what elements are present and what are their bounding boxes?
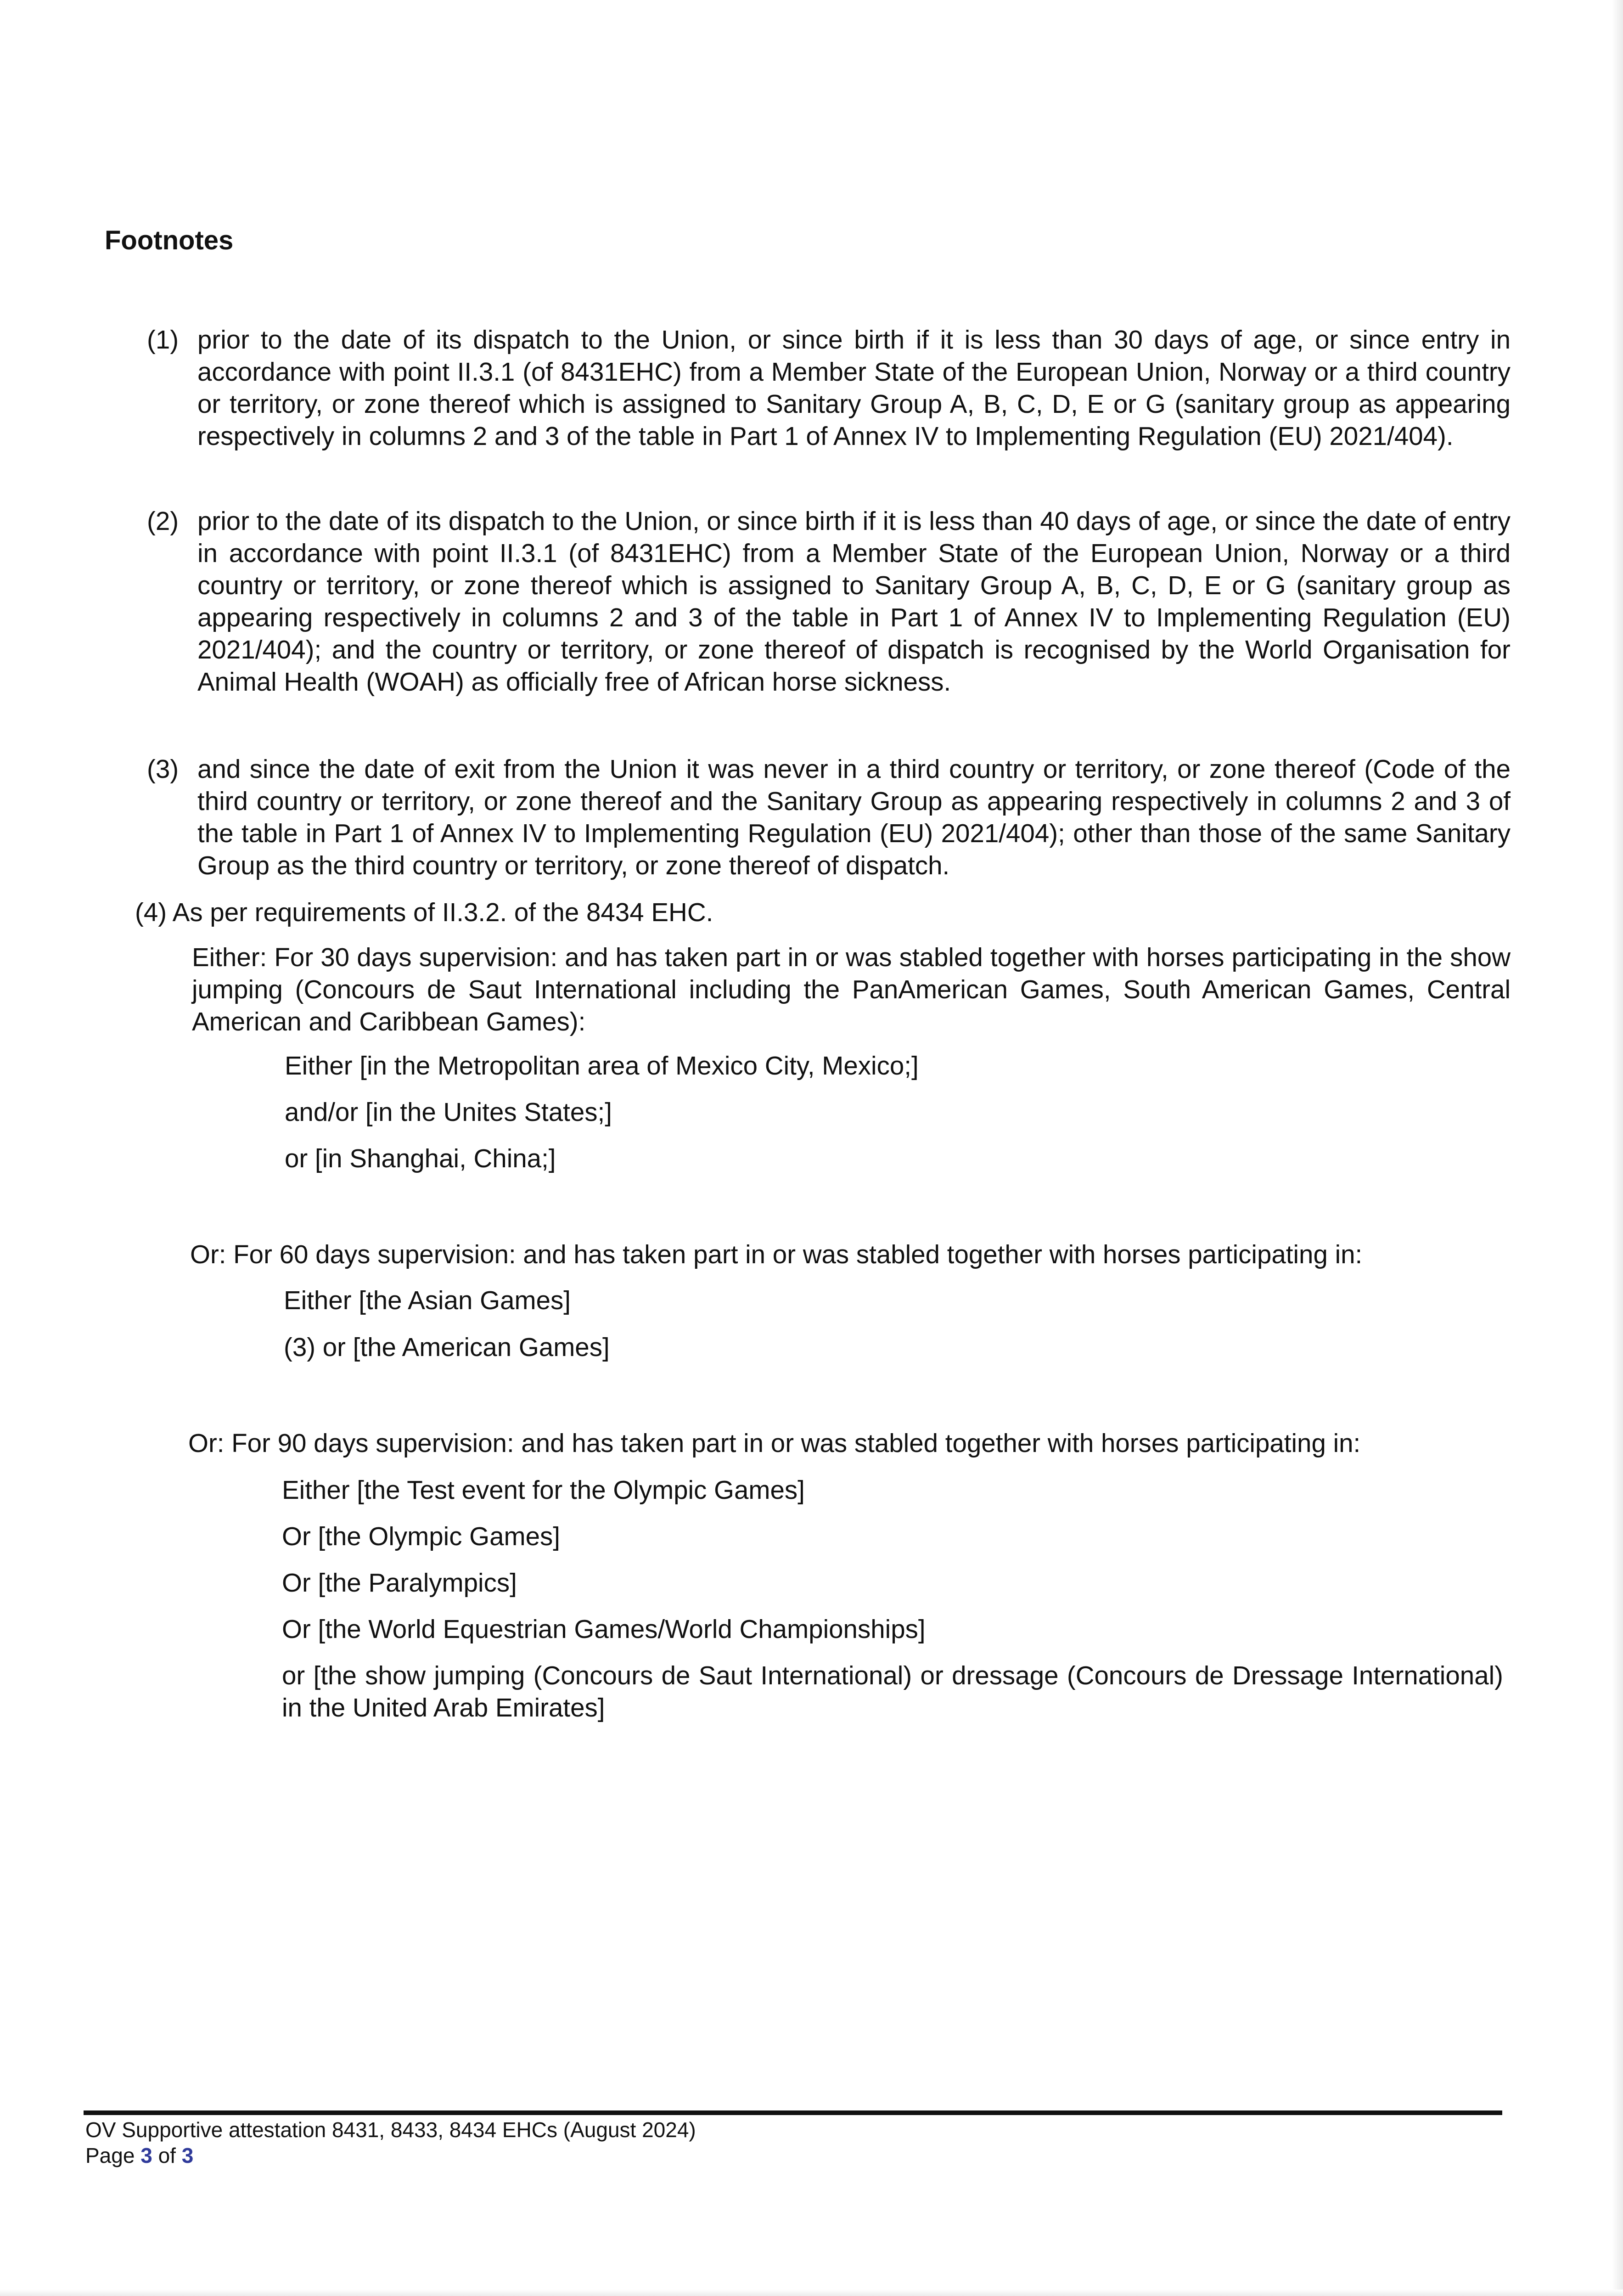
footer-page-prefix: Page — [85, 2144, 141, 2167]
footnote-1-text: prior to the date of its dispatch to the Union, or since birth if it is less than 30 days of age, or since entry in accordance with point II.3.1 (of 8431EHC) from a Member State of the European Union, Norway or a third country or territory, or zone thereof which is assigned to Sanitary Group A, B, C, D, E or G (sanitary group as appearing respectively in columns 2 and 3 of the table in Part 1 of Annex IV to Implementing Regulation (EU) 2021/404). — [197, 325, 1511, 450]
page-footer — [85, 2117, 696, 2168]
footnote-2 — [147, 505, 1511, 698]
supervision-90-item-4: Or [the World Equestrian Games/World Championships] — [282, 1615, 926, 1643]
footnote-1 — [147, 324, 1511, 452]
footer-page-total: 3 — [181, 2144, 194, 2167]
footer-page-mid: of — [152, 2144, 182, 2167]
footnote-2-text: prior to the date of its dispatch to the Union, or since birth if it is less than 40 days of age, or since the date of entry in accordance with point II.3.1 (of 8431EHC) from a Member State of the European Union, Norway or a third country or territory, or zone thereof which is assigned to Sanitary Group A, B, C, D, E or G (sanitary group as appearing respectively in columns 2 and 3 of the table in Part 1 of Annex IV to Implementing Regulation (EU) 2021/404); and the country or territory, or zone thereof of dispatch is recognised by the World Organisation for Animal Health (WOAH) as officially free of African horse sickness. — [197, 506, 1511, 696]
footnote-3 — [147, 753, 1511, 882]
supervision-90-item-1: Either [the Test event for the Olympic Games] — [282, 1475, 805, 1504]
supervision-90-item-2: Or [the Olympic Games] — [282, 1522, 560, 1551]
footnote-2-number: (2) — [147, 506, 179, 535]
supervision-90-days-text: Or: For 90 days supervision: and has taken part in or was stabled together with horses participating in: — [188, 1429, 1361, 1458]
supervision-60-item-2: (3) or [the American Games] — [284, 1333, 610, 1362]
footnote-1-number: (1) — [147, 325, 179, 354]
scan-edge-bottom — [0, 2290, 1623, 2296]
footnote-3-number: (3) — [147, 754, 179, 783]
footer-document-title: OV Supportive attestation 8431, 8433, 8434 EHCs (August 2024) — [85, 2118, 696, 2142]
footer-divider — [84, 2110, 1502, 2115]
footnote-4-intro: (4) As per requirements of II.3.2. of the 8434 EHC. — [135, 898, 713, 927]
footnote-3-text: and since the date of exit from the Union it was never in a third country or territory, or zone thereof (Code of the third country or territory, or zone thereof and the Sanitary Group as appearing respectively in columns 2 and 3 of the table in Part 1 of Annex IV to Implementing Regulation (EU) 2021/404); other than those of the same Sanitary Group as the third country or territory, or zone thereof of dispatch. — [197, 754, 1511, 880]
supervision-30-item-1: Either [in the Metropolitan area of Mexico City, Mexico;] — [285, 1051, 919, 1080]
footnotes-heading: Footnotes — [105, 225, 234, 255]
supervision-60-item-1: Either [the Asian Games] — [284, 1286, 571, 1315]
footer-page-current: 3 — [140, 2144, 152, 2167]
supervision-30-days-text: Either: For 30 days supervision: and has taken part in or was stabled together with horses participating in the show jumping (Concours de Saut International including the PanAmerican Games, South American Games, Central American and Caribbean Games): — [192, 943, 1511, 1036]
supervision-90-item-5: or [the show jumping (Concours de Saut International) or dressage (Concours de Dressage International) in the United Arab Emirates] — [282, 1661, 1503, 1722]
scan-edge-right — [1612, 0, 1623, 2296]
footer-page-number — [85, 2143, 696, 2168]
supervision-30-item-3: or [in Shanghai, China;] — [285, 1144, 556, 1173]
supervision-60-days-text: Or: For 60 days supervision: and has taken part in or was stabled together with horses participating in: — [190, 1240, 1363, 1269]
supervision-30-item-2: and/or [in the Unites States;] — [285, 1097, 612, 1126]
supervision-90-item-3: Or [the Paralympics] — [282, 1568, 517, 1597]
